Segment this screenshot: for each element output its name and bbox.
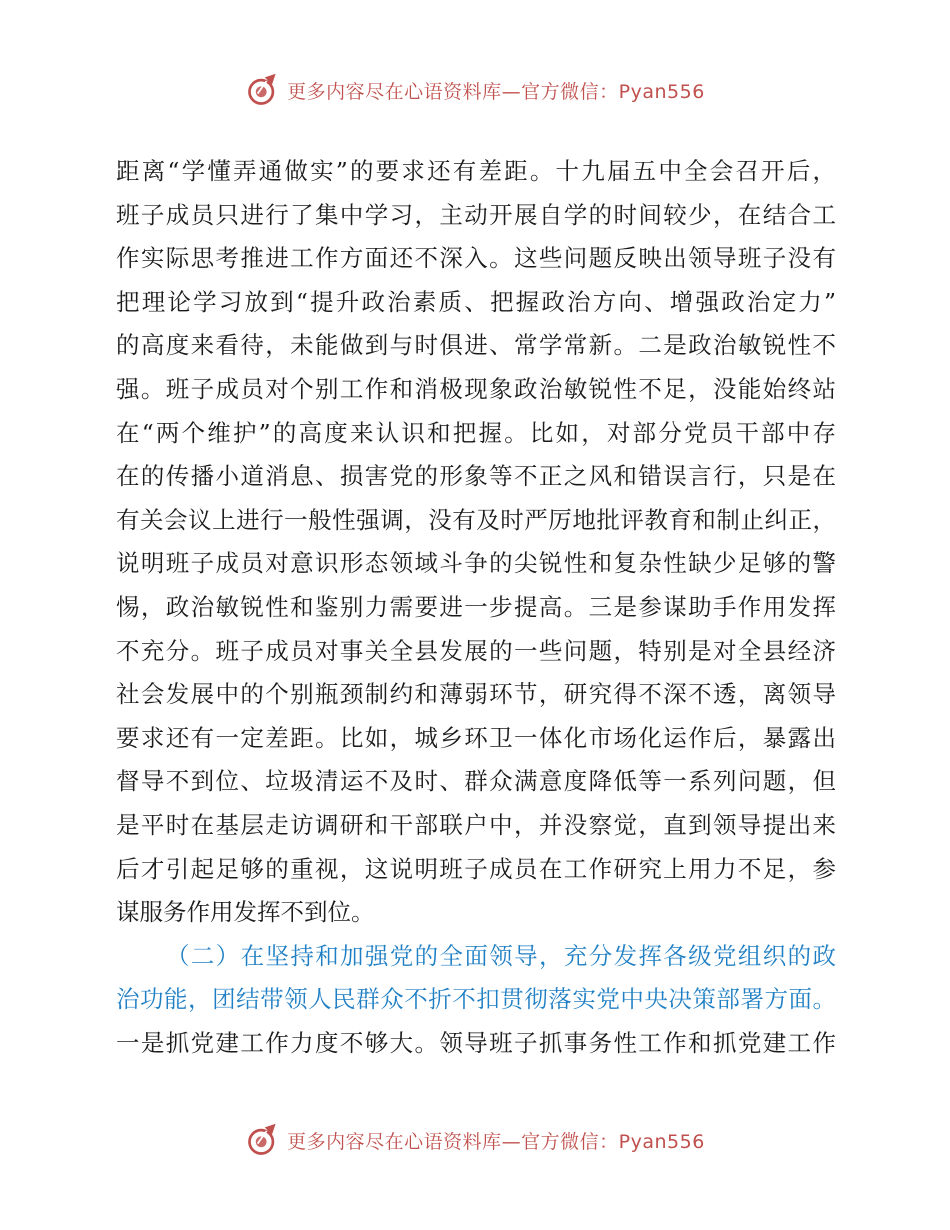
section-heading: （二）在坚持和加强党的全面领导，充分发挥各级党组织的政 bbox=[166, 941, 836, 970]
body-line: 一是抓党建工作力度不够大。领导班子抓事务性工作和抓党建工作 bbox=[116, 1028, 836, 1057]
body-line: 距离“学懂弄通做实”的要求还有差距。十九届五中全会召开后， bbox=[116, 157, 836, 185]
header-banner bbox=[0, 68, 950, 112]
body-line: 惕，政治敏锐性和鉴别力需要进一步提高。三是参谋助手作用发挥 bbox=[116, 592, 836, 621]
footer-banner bbox=[0, 1118, 950, 1162]
pen-logo-icon bbox=[245, 72, 281, 108]
body-line: 谋服务作用发挥不到位。 bbox=[116, 898, 375, 927]
body-line: 说明班子成员对意识形态领域斗争的尖锐性和复杂性缺少足够的警 bbox=[116, 549, 836, 578]
section-heading: 治功能，团结带领人民群众不折不扣贯彻落实党中央决策部署方面。 bbox=[116, 985, 836, 1014]
header-text: 更多内容尽在心语资料库—官方微信：Pyan556 bbox=[287, 80, 705, 103]
body-line: 有关会议上进行一般性强调，没有及时严厉地批评教育和制止纠正， bbox=[116, 505, 836, 534]
body-line: 作实际思考推进工作方面还不深入。这些问题反映出领导班子没有 bbox=[116, 244, 836, 273]
body-line: 不充分。班子成员对事关全县发展的一些问题，特别是对全县经济 bbox=[116, 636, 836, 665]
footer-text: 更多内容尽在心语资料库—官方微信：Pyan556 bbox=[287, 1130, 705, 1153]
body-line: 在“两个维护”的高度来认识和把握。比如，对部分党员干部中存 bbox=[116, 418, 836, 447]
body-line: 班子成员只进行了集中学习，主动开展自学的时间较少，在结合工 bbox=[116, 200, 836, 229]
body-line: 是平时在基层走访调研和干部联户中，并没察觉，直到领导提出来 bbox=[116, 810, 836, 839]
body-line: 的高度来看待，未能做到与时俱进、常学常新。二是政治敏锐性不 bbox=[116, 331, 836, 360]
document-body bbox=[116, 150, 836, 1065]
body-line: 督导不到位、垃圾清运不及时、群众满意度降低等一系列问题，但 bbox=[116, 767, 836, 796]
body-line: 社会发展中的个别瓶颈制约和薄弱环节，研究得不深不透，离领导 bbox=[116, 680, 836, 709]
body-line: 强。班子成员对个别工作和消极现象政治敏锐性不足，没能始终站 bbox=[116, 374, 836, 403]
pen-logo-icon bbox=[245, 1122, 281, 1158]
body-line: 后才引起足够的重视，这说明班子成员在工作研究上用力不足，参 bbox=[116, 854, 836, 883]
body-line: 在的传播小道消息、损害党的形象等不正之风和错误言行，只是在 bbox=[116, 462, 836, 491]
body-line: 把理论学习放到“提升政治素质、把握政治方向、增强政治定力” bbox=[116, 287, 836, 316]
body-line: 要求还有一定差距。比如，城乡环卫一体化市场化运作后，暴露出 bbox=[116, 723, 836, 752]
